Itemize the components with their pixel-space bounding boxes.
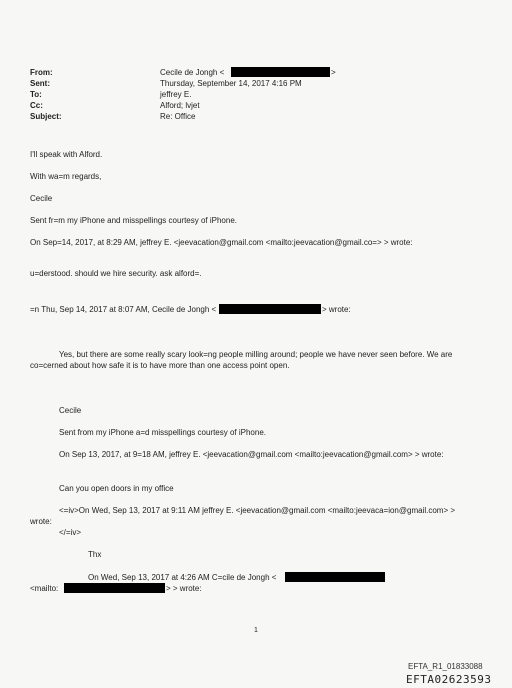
body-line: > wrote: — [322, 305, 351, 314]
subject-label: Subject: — [30, 112, 62, 121]
body-line: On Sep 13, 2017, at 9=18 AM, jeffrey E. <jeevacation@gmail.com <mailto:jeevacation@gmail.com> > wrote: — [59, 450, 444, 459]
body-line: =n Thu, Sep 14, 2017 at 8:07 AM, Cecile de Jongh < — [30, 305, 217, 314]
body-line: > > wrote: — [166, 584, 202, 593]
body-line: <=iv>On Wed, Sep 13, 2017 at 9:11 AM jeffrey E. <jeevacation@gmail.com <mailto:jeevaca=ion@gmail.com> > — [59, 506, 456, 515]
from-tail: > — [331, 68, 336, 77]
cc-value: Alford; lvjet — [160, 101, 200, 110]
redaction-box — [219, 304, 321, 314]
body-line: On Wed, Sep 13, 2017 at 4:26 AM C=cile de Jongh < — [88, 573, 277, 582]
body-line: Cecile — [59, 406, 82, 415]
cc-label: Cc: — [30, 101, 43, 110]
body-line: Yes, but there are some really scary look=ng people milling around; people we have never seen before. We are — [59, 350, 453, 359]
body-line: I'll speak with Alford. — [30, 150, 103, 159]
redaction-box — [64, 583, 165, 593]
to-value: jeffrey E. — [160, 90, 192, 99]
body-line: </=iv> — [59, 528, 82, 537]
body-line: On Sep=14, 2017, at 8:29 AM, jeffrey E. <jeevacation@gmail.com <mailto:jeevacation@gmail.co=> > wrote: — [30, 238, 413, 247]
bates-mark-primary: EFTA_R1_01833088 — [408, 662, 483, 671]
redaction-box — [231, 67, 330, 77]
body-line: Sent from my iPhone a=d misspellings courtesy of iPhone. — [59, 428, 266, 437]
body-line: <mailto: — [30, 584, 59, 593]
body-line: With wa=m regards, — [30, 172, 102, 181]
to-label: To: — [30, 90, 42, 99]
body-line: u=derstood. should we hire security. ask alford=. — [30, 269, 202, 278]
from-label: From: — [30, 68, 53, 77]
body-line: co=cerned about how safe it is to have more than one access point open. — [30, 361, 290, 370]
body-line: wrote: — [30, 517, 52, 526]
body-line: Sent fr=m my iPhone and misspellings courtesy of iPhone. — [30, 216, 237, 225]
body-line: Cecile — [30, 194, 53, 203]
subject-value: Re: Office — [160, 112, 196, 121]
body-line: Can you open doors in my office — [59, 484, 174, 493]
sent-label: Sent: — [30, 79, 50, 88]
from-value: Cecile de Jongh < — [160, 68, 225, 77]
sent-value: Thursday, September 14, 2017 4:16 PM — [160, 79, 302, 88]
bates-mark-secondary: EFTA02623593 — [406, 673, 492, 686]
redaction-box — [285, 572, 385, 582]
page-number: 1 — [254, 627, 258, 634]
body-line: Thx — [88, 550, 102, 559]
